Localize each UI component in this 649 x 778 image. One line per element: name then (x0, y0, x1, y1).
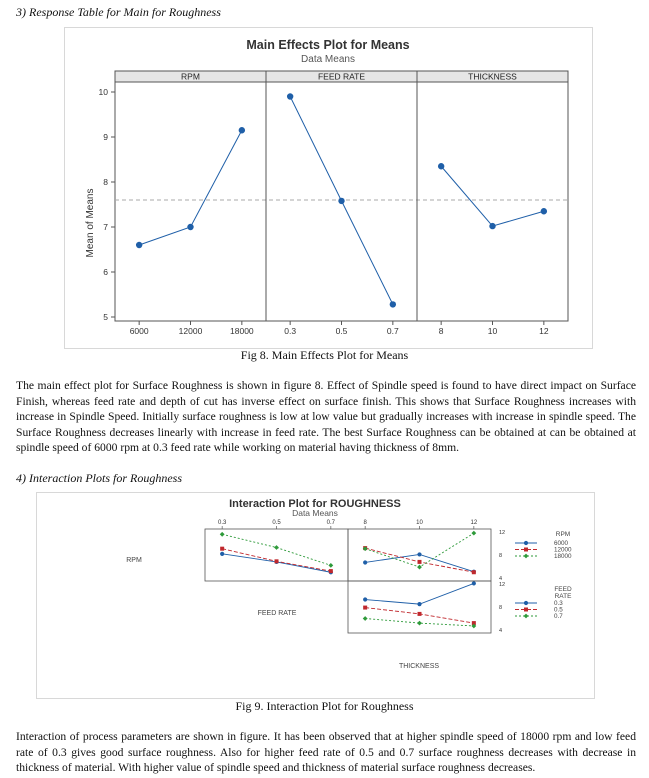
data-point (524, 614, 529, 619)
data-point (524, 548, 528, 552)
data-point (328, 563, 333, 568)
legend-feed-title-2: RATE (554, 593, 572, 600)
y-tick-label: 6 (103, 267, 108, 277)
data-point (287, 93, 293, 99)
chart-subtitle: Data Means (301, 54, 355, 65)
data-point (274, 545, 279, 550)
data-point (390, 301, 396, 307)
legend-label: 12000 (554, 546, 572, 554)
x-tick-label: 0.5 (272, 520, 281, 526)
data-point (471, 531, 476, 536)
plot-frame (115, 71, 568, 321)
section-heading-3: 3) Response Table for Main for Roughness (16, 5, 221, 19)
data-point (363, 597, 367, 601)
data-point (417, 565, 422, 570)
section-heading-4: 4) Interaction Plots for Roughness (16, 471, 182, 485)
data-point (489, 223, 495, 229)
data-point (438, 163, 444, 169)
x-tick-label: 0.7 (326, 520, 336, 526)
legend-rpm-title: RPM (555, 531, 571, 538)
x-tick-label: 0.5 (335, 326, 348, 336)
data-point (338, 198, 344, 204)
data-point (524, 601, 528, 605)
panel-header-label: FEED RATE (317, 71, 366, 82)
x-tick-label: 10 (487, 326, 498, 336)
data-point (541, 208, 547, 214)
figure-8 (64, 27, 593, 349)
figure-9 (36, 492, 595, 699)
series-line-thickness (441, 166, 544, 226)
data-point (220, 547, 224, 551)
data-point (275, 559, 279, 563)
y-tick-label: 4 (499, 576, 503, 582)
interaction-panel (205, 529, 348, 581)
data-point (417, 621, 422, 626)
figure-8-caption: Fig 8. Main Effects Plot for Means (240, 348, 409, 362)
data-point (363, 560, 367, 564)
panel-header-label: RPM (181, 71, 200, 82)
legend-label: 0.5 (554, 606, 563, 614)
data-point (363, 606, 367, 610)
legend-feed-title-1: FEED (554, 586, 572, 593)
data-point (472, 570, 476, 574)
x-tick-label: 6000 (129, 326, 149, 336)
data-point (220, 552, 224, 556)
y-tick-label: 12 (499, 530, 506, 536)
data-point (524, 541, 528, 545)
x-tick-label: 0.3 (284, 326, 297, 336)
paragraph-interaction: Interaction of process parameters are shown in figure. It has been observed that at higher spindle speed of 18000 rpm and low feed rate of 0.3 gives good surface roughness. Also for higher feed rate of 0.5 and 0.7 surface roughness decreases with decrease in thickness of material. With higher value of spindle speed and thickness of material surface roughness decreases. (16, 730, 636, 775)
legend-label: 0.3 (554, 600, 563, 607)
legend-label: 0.7 (554, 613, 563, 620)
y-tick-label: 7 (103, 222, 108, 232)
legend-label: 6000 (554, 540, 569, 547)
y-tick-label: 4 (499, 628, 503, 634)
x-tick-label: 0.3 (217, 520, 227, 526)
y-tick-label: 12 (499, 582, 506, 588)
chart-title: Main Effects Plot for Means (246, 38, 410, 52)
y-tick-label: 9 (103, 132, 108, 142)
x-tick-label: 12 (539, 326, 549, 336)
data-point (418, 560, 422, 564)
legend-label: 18000 (554, 553, 572, 560)
x-tick-label: 18000 (230, 326, 254, 336)
data-point (417, 602, 421, 606)
y-axis-label: Mean of Means (85, 188, 96, 258)
series-line (365, 583, 474, 604)
data-point (136, 242, 142, 248)
data-point (524, 554, 529, 559)
interaction-subtitle: Data Means (292, 508, 338, 518)
main-effects-chart (65, 28, 592, 348)
x-tick-label: 12000 (178, 326, 203, 336)
figure-9-caption: Fig 9. Interaction Plot for Roughness (235, 699, 414, 713)
x-tick-label: 0.7 (386, 326, 399, 336)
y-tick-label: 8 (103, 177, 108, 187)
row-label-feed-rate: FEED RATE (257, 610, 297, 617)
data-point (220, 532, 225, 537)
y-tick-label: 10 (98, 87, 108, 97)
row-label-rpm: RPM (126, 557, 142, 564)
data-point (524, 608, 528, 612)
interaction-title: Interaction Plot for ROUGHNESS (229, 498, 401, 510)
data-point (187, 224, 193, 230)
data-point (418, 612, 422, 616)
x-tick-label: 8 (438, 326, 444, 336)
y-tick-label: 8 (499, 605, 503, 611)
y-tick-label: 8 (499, 553, 503, 559)
x-tick-label: 8 (363, 520, 367, 526)
data-point (329, 569, 333, 573)
row-label-thickness: THICKNESS (398, 663, 440, 670)
y-tick-label: 5 (103, 312, 108, 322)
panel-header-label: THICKNESS (468, 71, 517, 82)
data-point (239, 127, 245, 133)
data-point (417, 552, 421, 556)
x-tick-label: 10 (416, 520, 423, 526)
interaction-chart (37, 493, 594, 698)
data-point (363, 616, 368, 621)
x-tick-label: 12 (470, 520, 478, 526)
paragraph-main-effects: The main effect plot for Surface Roughness is shown in figure 8. Effect of Spindle speed is found to have direct impact on Surface Finish, whereas feed rate and depth of cut has inverse effect on surface finish. This shows that Surface Roughness increases with increase in Spindle Speed. Initially surface roughness is low at low value but gradually increases with increase in spindle speed. The Surface Roughness decreases linearly with increase in feed rate. The best Surface Roughness can be obtained at can be obtained at spindle speed of 6000 rpm at 0.3 feed rate while working on material having thickness of 8mm. (16, 379, 636, 455)
data-point (472, 581, 476, 585)
